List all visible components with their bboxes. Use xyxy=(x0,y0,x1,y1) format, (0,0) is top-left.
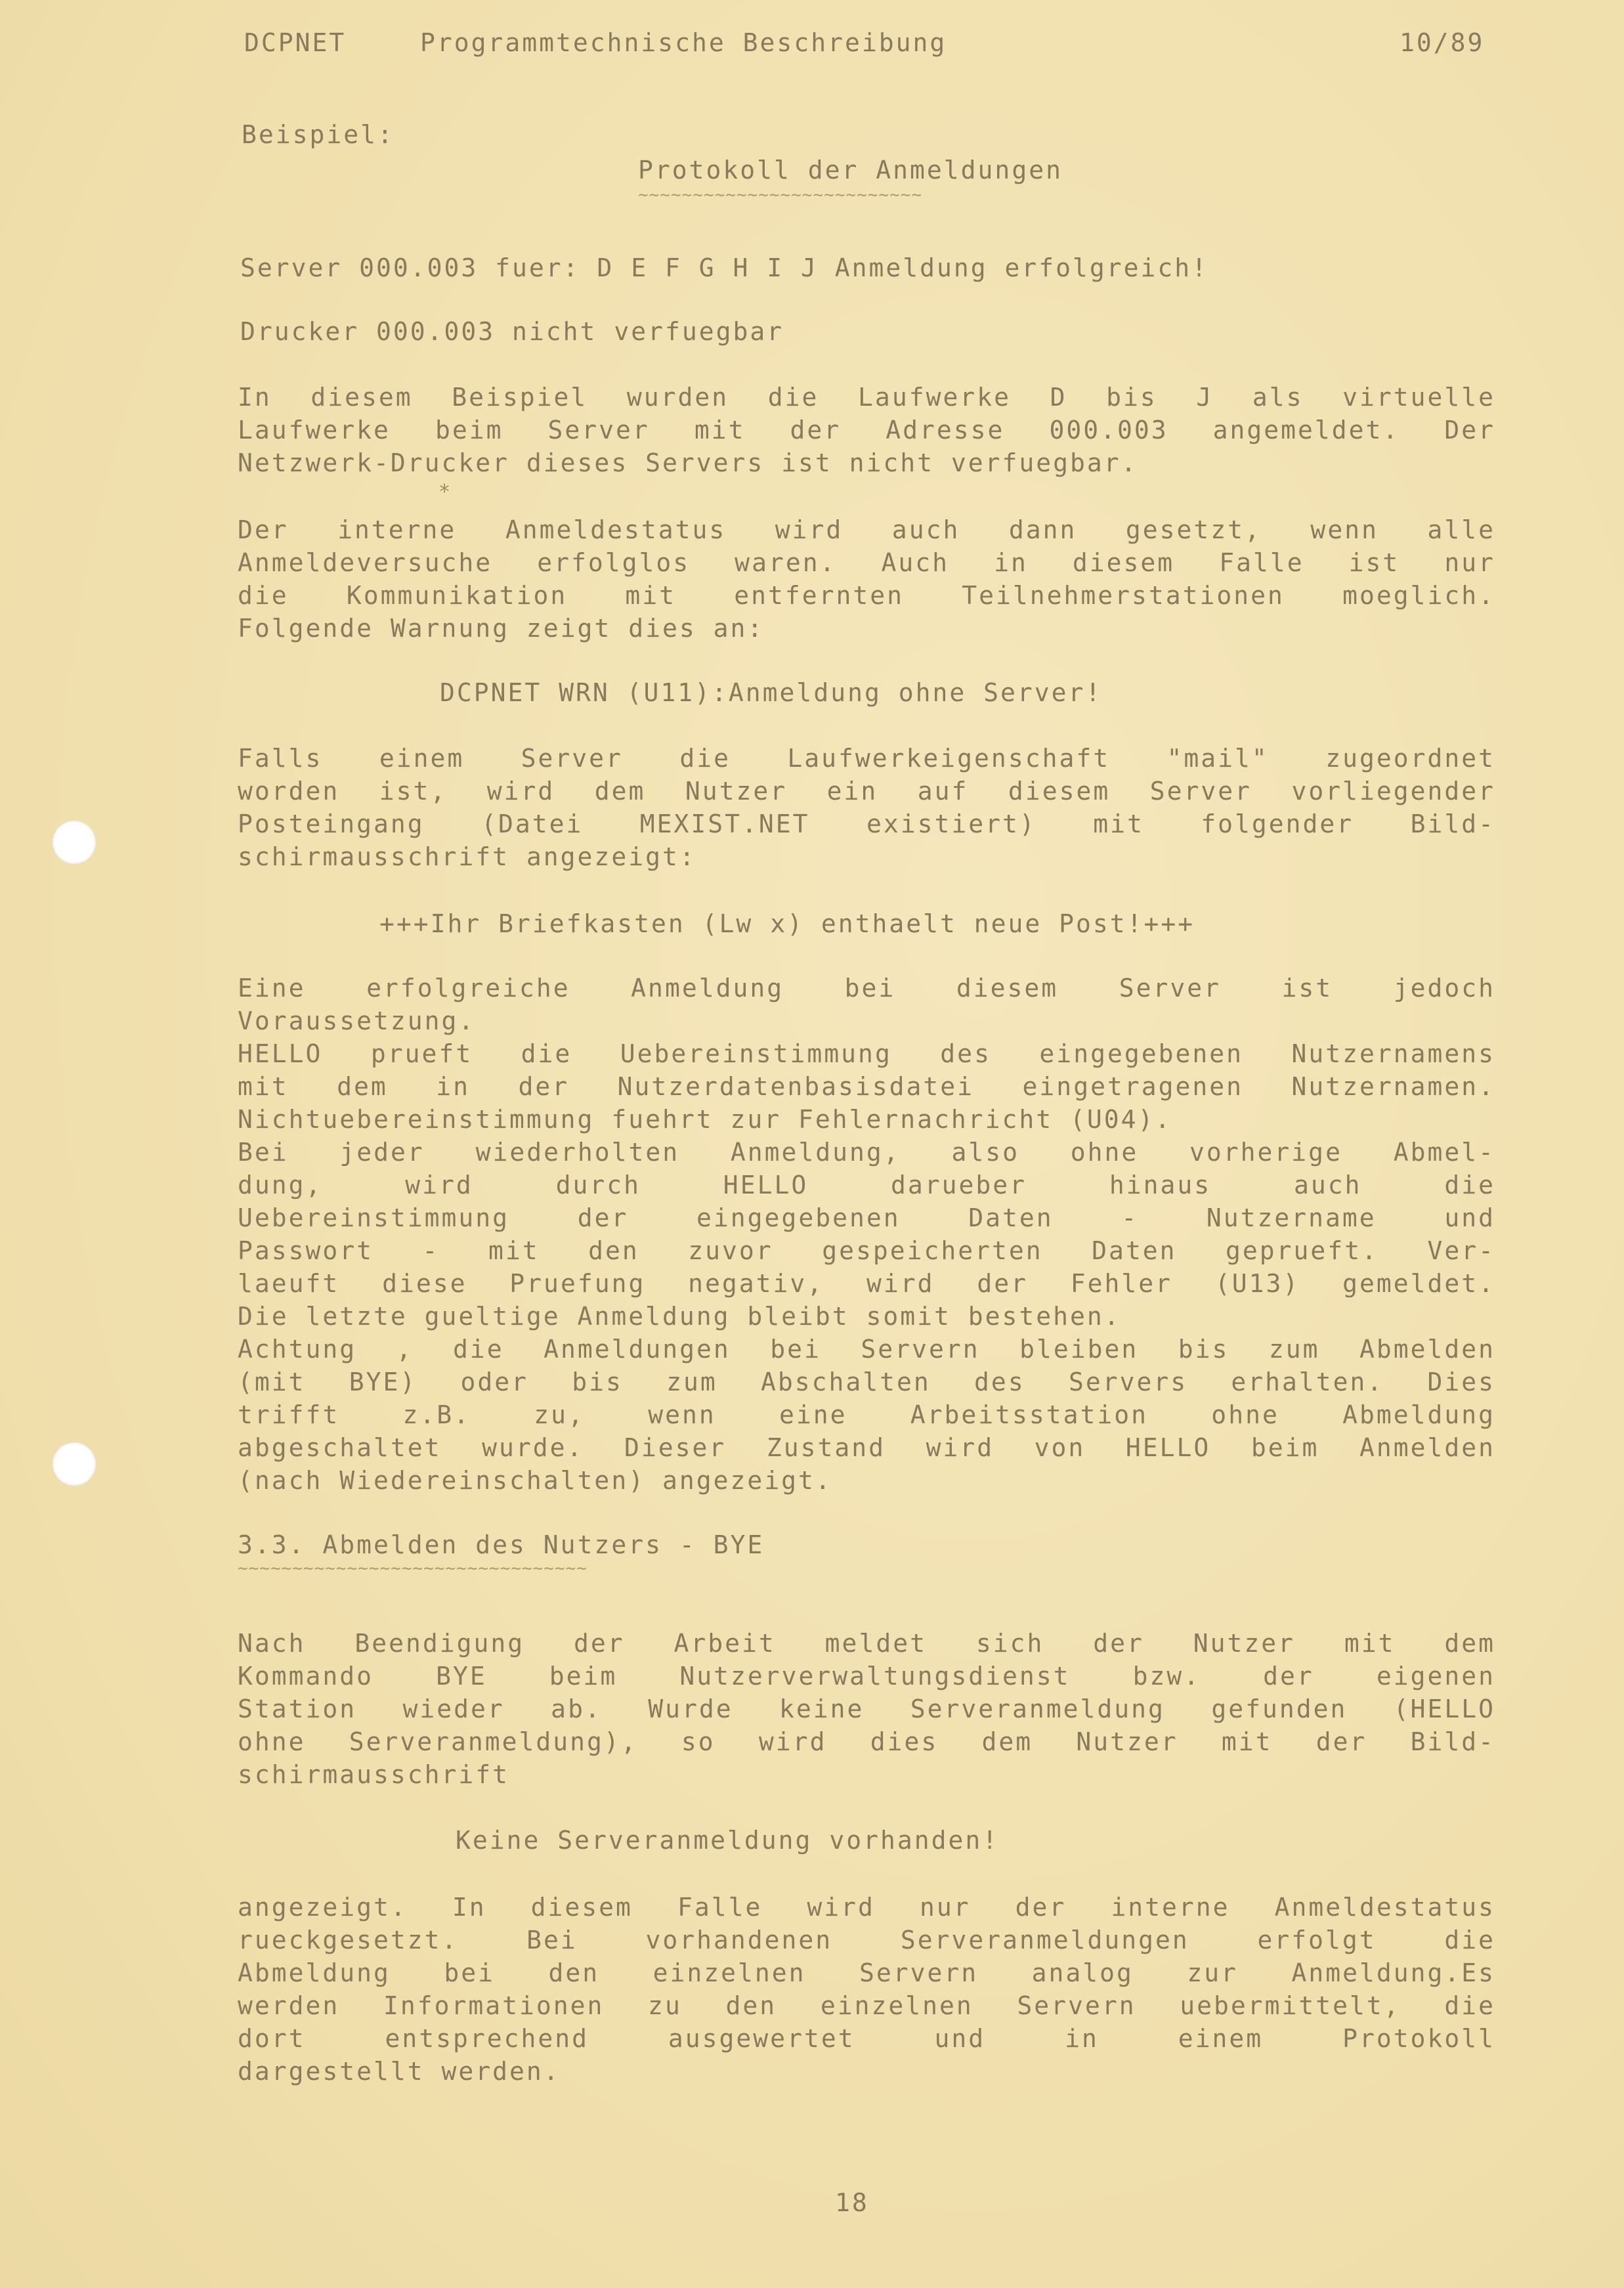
paragraph-5 xyxy=(238,1627,1495,1791)
paragraph-line: rueckgesetzt. Bei vorhandenen Serveranmeldungen erfolgt die xyxy=(238,1926,1495,1954)
protocol-title: Protokoll der Anmeldungen xyxy=(638,156,1063,184)
paragraph-line: Die letzte gueltige Anmeldung bleibt somit bestehen. xyxy=(238,1302,1121,1331)
paragraph-line: schirmausschrift angezeigt: xyxy=(238,842,696,871)
page-number: 18 xyxy=(835,2188,869,2217)
header-title: Programmtechnische Beschreibung xyxy=(420,28,947,57)
paragraph-line: Folgende Warnung zeigt dies an: xyxy=(238,614,765,643)
paragraph-line: abgeschaltet wurde. Dieser Zustand wird von HELLO beim Anmelden xyxy=(238,1433,1495,1462)
paragraph-line: worden ist, wird dem Nutzer ein auf diesem Server vorliegender xyxy=(238,777,1495,806)
paragraph-line: (mit BYE) oder bis zum Abschalten des Servers erhalten. Dies xyxy=(238,1368,1495,1396)
paragraph-line: angezeigt. In diesem Falle wird nur der interne Anmeldestatus xyxy=(238,1893,1495,1922)
paragraph-line: Nichtuebereinstimmung fuehrt zur Fehlernachricht (U04). xyxy=(238,1105,1172,1134)
paragraph-line: mit dem in der Nutzerdatenbasisdatei eingetragenen Nutzernamen. xyxy=(238,1072,1495,1101)
paragraph-line: werden Informationen zu den einzelnen Servern uebermittelt, die xyxy=(238,1991,1495,2020)
paragraph-line: Kommando BYE beim Nutzerverwaltungsdienst bzw. der eigenen xyxy=(238,1662,1495,1691)
paragraph-4 xyxy=(238,972,1495,1497)
punch-hole-bottom xyxy=(53,1442,96,1486)
paragraph-2 xyxy=(238,513,1495,645)
no-login-message: Keine Serveranmeldung vorhanden! xyxy=(456,1826,1000,1855)
paragraph-1 xyxy=(238,381,1495,479)
printer-line: Drucker 000.003 nicht verfuegbar xyxy=(240,317,784,346)
paragraph-line: Voraussetzung. xyxy=(238,1006,476,1035)
paragraph-line: Abmeldung bei den einzelnen Servern analog zur Anmeldung.Es xyxy=(238,1958,1495,1987)
paragraph-line: dargestellt werden. xyxy=(238,2057,561,2086)
paragraph-line: laeuft diese Pruefung negativ, wird der Fehler (U13) gemeldet. xyxy=(238,1269,1495,1298)
paragraph-line: dort entsprechend ausgewertet und in einem Protokoll xyxy=(238,2024,1495,2053)
paragraph-line: (nach Wiedereinschalten) angezeigt. xyxy=(238,1466,832,1495)
paragraph-line: In diesem Beispiel wurden die Laufwerke D bis J als virtuelle xyxy=(238,383,1495,412)
paragraph-line: Achtung , die Anmeldungen bei Servern bleiben bis zum Abmelden xyxy=(238,1335,1495,1364)
header-date: 10/89 xyxy=(1400,28,1485,57)
paragraph-line: HELLO prueft die Uebereinstimmung des eingegebenen Nutzernamens xyxy=(238,1039,1495,1068)
paragraph-line: Posteingang (Datei MEXIST.NET existiert) mit folgender Bild- xyxy=(238,809,1495,838)
paragraph-line: trifft z.B. zu, wenn eine Arbeitsstation ohne Abmeldung xyxy=(238,1400,1495,1429)
header-left: DCPNET xyxy=(244,28,347,57)
example-label: Beispiel: xyxy=(242,120,395,149)
paragraph-line: Eine erfolgreiche Anmeldung bei diesem Server ist jedoch xyxy=(238,974,1495,1003)
paragraph-line: Anmeldeversuche erfolglos waren. Auch in diesem Falle ist nur xyxy=(238,548,1495,577)
paragraph-line: Station wieder ab. Wurde keine Serveranmeldung gefunden (HELLO xyxy=(238,1694,1495,1723)
punch-hole-top xyxy=(53,821,96,864)
paragraph-6 xyxy=(238,1891,1495,2088)
paragraph-line: Passwort - mit den zuvor gespeicherten Daten geprueft. Ver- xyxy=(238,1236,1495,1265)
paragraph-line: Netzwerk-Drucker dieses Servers ist nicht verfuegbar. xyxy=(238,448,1138,477)
paragraph-line: Der interne Anmeldestatus wird auch dann gesetzt, wenn alle xyxy=(238,515,1495,544)
stray-mark: * xyxy=(438,481,451,504)
paragraph-line: Laufwerke beim Server mit der Adresse 000.003 angemeldet. Der xyxy=(238,416,1495,444)
paragraph-line: die Kommunikation mit entfernten Teilnehmerstationen moeglich. xyxy=(238,581,1495,610)
paragraph-line: dung, wird durch HELLO darueber hinaus auch die xyxy=(238,1171,1495,1199)
paragraph-3 xyxy=(238,742,1495,873)
paragraph-line: Bei jeder wiederholten Anmeldung, also ohne vorherige Abmel- xyxy=(238,1138,1495,1167)
paragraph-line: Falls einem Server die Laufwerkeigenschaft "mail" zugeordnet xyxy=(238,744,1495,773)
mailbox-message: +++Ihr Briefkasten (Lw x) enthaelt neue Post!+++ xyxy=(379,909,1195,938)
server-line: Server 000.003 fuer: D E F G H I J Anmeldung erfolgreich! xyxy=(240,253,1209,282)
paragraph-line: schirmausschrift xyxy=(238,1760,510,1789)
section-underline: ~~~~~~~~~~~~~~~~~~~~~~~~~~~~~~~~ xyxy=(238,1559,588,1578)
section-heading: 3.3. Abmelden des Nutzers - BYE xyxy=(238,1530,765,1559)
warning-message: DCPNET WRN (U11):Anmeldung ohne Server! xyxy=(440,678,1103,707)
paragraph-line: ohne Serveranmeldung), so wird dies dem Nutzer mit der Bild- xyxy=(238,1727,1495,1756)
paragraph-line: Uebereinstimmung der eingegebenen Daten - Nutzername und xyxy=(238,1203,1495,1232)
paragraph-line: Nach Beendigung der Arbeit meldet sich der Nutzer mit dem xyxy=(238,1629,1495,1658)
protocol-underline: ~~~~~~~~~~~~~~~~~~~~~~~~~~ xyxy=(638,185,922,205)
